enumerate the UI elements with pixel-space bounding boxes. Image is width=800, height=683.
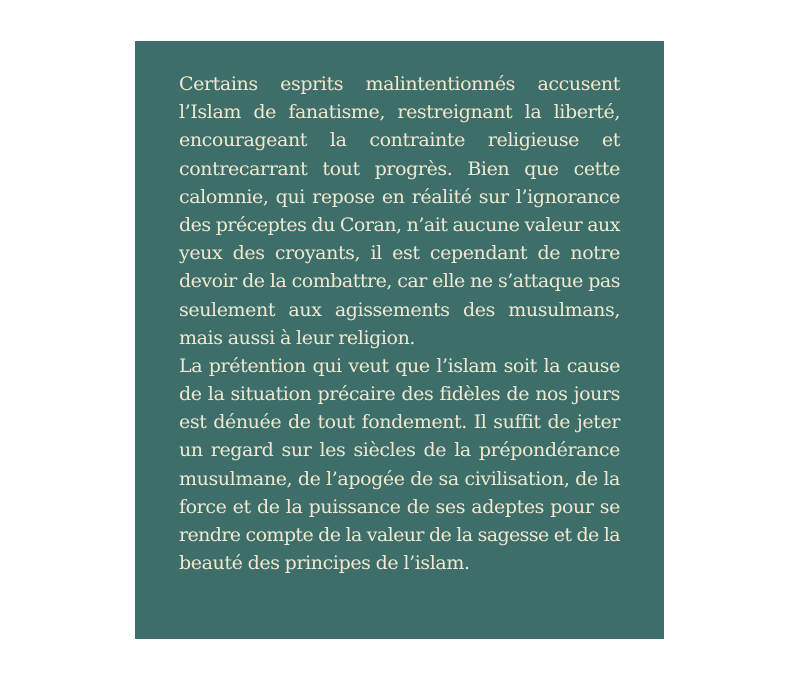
text-line: un regard sur les siècles de la prépondérance bbox=[179, 439, 620, 462]
text-line: encourageant la contrainte religieuse et bbox=[179, 129, 620, 152]
text-line: contrecarrant tout progrès. Bien que cette bbox=[179, 157, 620, 180]
text-line: La prétention qui veut que l’islam soit la cause bbox=[179, 354, 620, 377]
text-line: yeux des croyants, il est cependant de notre bbox=[179, 242, 620, 265]
text-line: seulement aux agissements des musulmans, bbox=[179, 298, 620, 321]
text-line: force et de la puissance de ses adeptes pour se bbox=[179, 495, 620, 518]
text-line: beauté des principes de l’islam. bbox=[179, 552, 470, 575]
paragraph-2 bbox=[179, 352, 620, 578]
paragraph-1 bbox=[179, 70, 620, 352]
text-line: calomnie, qui repose en réalité sur l’ignorance bbox=[179, 185, 620, 208]
text-line: rendre compte de la valeur de la sagesse et de la bbox=[179, 524, 620, 546]
text-line: l’Islam de fanatisme, restreignant la liberté, bbox=[179, 101, 620, 124]
text-line: est dénuée de tout fondement. Il suffit de jeter bbox=[179, 411, 620, 434]
text-line: des préceptes du Coran, n’ait aucune valeur aux bbox=[179, 213, 620, 236]
text-line: devoir de la combattre, car elle ne s’attaque pas bbox=[179, 270, 620, 293]
text-line: mais aussi à leur religion. bbox=[179, 326, 416, 349]
text-line: Certains esprits malintentionnés accusent bbox=[179, 73, 620, 95]
text-line: musulmane, de l’apogée de sa civilisation, de la bbox=[179, 467, 620, 490]
text-line: de la situation précaire des fidèles de nos jours bbox=[179, 383, 620, 406]
text-panel bbox=[135, 41, 664, 639]
